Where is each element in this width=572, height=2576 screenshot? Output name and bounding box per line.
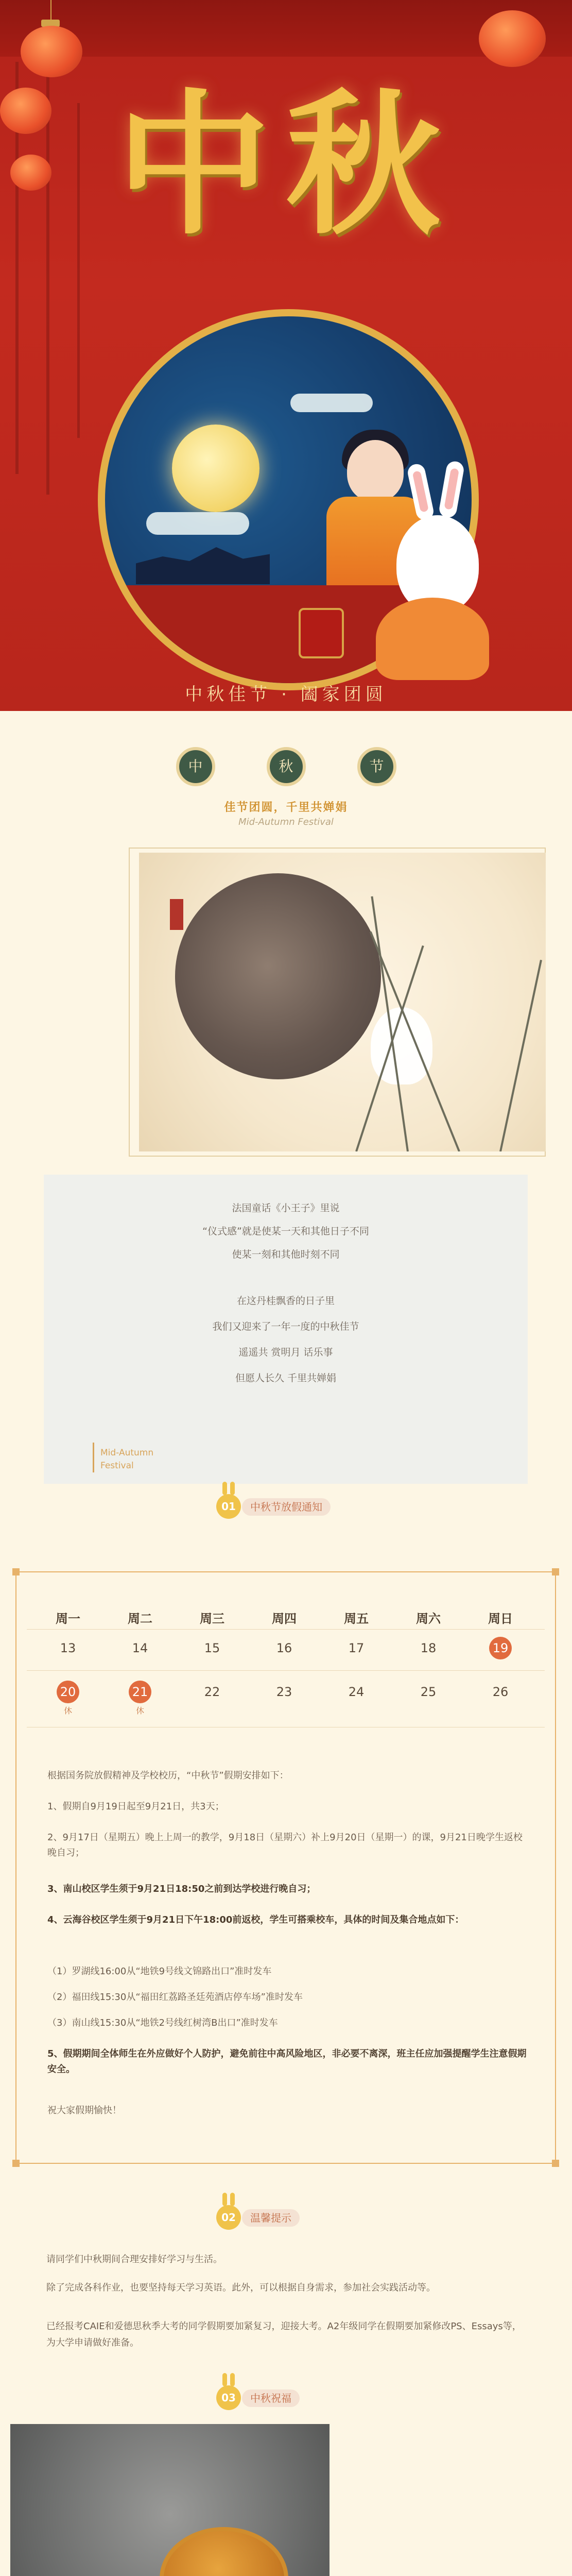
notice-paragraph: 根据国务院放假精神及学校校历，“中秋节”假期安排如下： bbox=[47, 1770, 289, 1781]
date-cell bbox=[395, 1681, 462, 1703]
poem-footer-en: Mid-Autumn bbox=[100, 1448, 154, 1458]
date-number: 22 bbox=[204, 1685, 220, 1699]
date-number-highlight: 21 bbox=[129, 1681, 151, 1703]
date-cell-holiday bbox=[107, 1681, 174, 1716]
date-cell-holiday bbox=[467, 1637, 534, 1659]
section-header-wishes bbox=[0, 2385, 572, 2421]
weekday-thu bbox=[251, 1608, 318, 1626]
seal-stamp bbox=[170, 899, 183, 930]
holiday-tag: 休 bbox=[135, 1706, 144, 1716]
section-title: 温馨提示 bbox=[242, 2209, 300, 2227]
rabbit-ears-icon bbox=[221, 2373, 236, 2386]
rabbit-ears-icon bbox=[221, 1482, 236, 1495]
date-cell bbox=[251, 1681, 318, 1703]
mooncake-photo bbox=[10, 2424, 330, 2576]
date-number: 17 bbox=[348, 1641, 365, 1655]
corner-ornament bbox=[552, 2160, 559, 2167]
lantern-icon bbox=[479, 10, 546, 67]
poem-line: 遥遥共 赏明月 话乐事 bbox=[238, 1347, 333, 1358]
weekday-wed bbox=[179, 1608, 246, 1626]
wishes-section bbox=[0, 2375, 572, 2576]
date-number: 14 bbox=[132, 1641, 148, 1655]
poem-accent-rule bbox=[93, 1443, 94, 1472]
weekday-label: 周日 bbox=[488, 1612, 513, 1626]
circle-badge: 中 bbox=[176, 747, 215, 786]
intro-section bbox=[0, 711, 572, 1175]
weekday-sun bbox=[467, 1608, 534, 1626]
date-cell bbox=[34, 1637, 101, 1659]
date-number: 26 bbox=[492, 1685, 509, 1699]
date-number: 15 bbox=[204, 1641, 220, 1655]
poem-line: 我们又迎来了一年一度的中秋佳节 bbox=[212, 1321, 359, 1332]
poem-line: 法国童话《小王子》里说 bbox=[232, 1202, 340, 1214]
notice-paragraph: （2）福田线15:30从“福田红荔路圣廷苑酒店停车场”准时发车 bbox=[47, 1992, 303, 2003]
lantern-lamp-icon bbox=[299, 608, 344, 658]
weekday-tue bbox=[107, 1608, 174, 1626]
notice-paragraph: 1、假期自9月19日起至9月21日，共3天； bbox=[47, 1801, 224, 1812]
notice-paragraph: 4、云海谷校区学生须于9月21日下午18:00前返校，学生可搭乘校车，具体的时间及集合地点如下： bbox=[47, 1914, 464, 1925]
date-number: 25 bbox=[420, 1685, 437, 1699]
cloud-icon bbox=[146, 512, 249, 535]
intro-tagline: 佳节团圆，千里共婵娟 bbox=[224, 801, 348, 814]
notice-card bbox=[15, 1571, 556, 2164]
palace-silhouette bbox=[136, 538, 270, 584]
notice-paragraph: （1）罗湖线16:00从“地铁9号线文锦路出口”准时发车 bbox=[47, 1966, 272, 1977]
weekday-label: 周五 bbox=[344, 1612, 369, 1626]
poem-card bbox=[44, 1175, 528, 1484]
hero-banner bbox=[0, 0, 572, 711]
date-cell bbox=[395, 1637, 462, 1659]
cloud-icon bbox=[290, 394, 373, 412]
date-cell bbox=[323, 1681, 390, 1703]
rabbit-body bbox=[376, 598, 489, 680]
section-title: 中秋祝福 bbox=[242, 2389, 300, 2407]
holiday-tag: 休 bbox=[63, 1706, 72, 1716]
poem-section bbox=[0, 1175, 572, 1535]
poem-line: 但愿人长久 千里共婵娟 bbox=[235, 1372, 337, 1384]
hero-subtitle: 中秋佳节 · 阖家团圆 bbox=[185, 684, 387, 705]
date-number-highlight: 19 bbox=[489, 1637, 512, 1659]
moon-icon bbox=[175, 873, 381, 1079]
date-number: 18 bbox=[420, 1641, 437, 1655]
moon-rabbit-painting bbox=[139, 853, 546, 1151]
date-number: 23 bbox=[276, 1685, 292, 1699]
circle-badge: 秋 bbox=[267, 747, 306, 786]
section-header-reminder bbox=[0, 2205, 572, 2241]
notice-paragraph: 2、9月17日（星期五）晚上上周一的教学，9月18日（星期六）补上9月20日（星期一）的课，9月21日晚学生返校晚自习； bbox=[47, 1832, 523, 1858]
weekday-label: 周一 bbox=[56, 1612, 80, 1626]
weekday-mon bbox=[34, 1608, 101, 1626]
weekday-label: 周六 bbox=[416, 1612, 441, 1626]
intro-tagline-en: Mid-Autumn Festival bbox=[238, 817, 334, 827]
corner-ornament bbox=[12, 1568, 20, 1575]
reminder-paragraph: 已经报考CAIE和爱德思秋季大考的同学假期要加紧复习，迎接大考。A2年级同学在假期要加紧修改PS、Essays等，为大学申请做好准备。 bbox=[46, 2321, 522, 2348]
date-number-highlight: 20 bbox=[57, 1681, 79, 1703]
poem-line: 使某一刻和其他时刻不同 bbox=[232, 1249, 340, 1260]
reminder-section bbox=[0, 2184, 572, 2375]
holiday-notice-section bbox=[0, 1535, 572, 2184]
hero-title: 中秋 bbox=[116, 74, 456, 256]
section-header-notice bbox=[0, 1494, 572, 1530]
section-title: 中秋节放假通知 bbox=[242, 1498, 331, 1516]
weekday-label: 周二 bbox=[128, 1612, 152, 1626]
girl-figure bbox=[347, 440, 404, 502]
date-cell bbox=[107, 1637, 174, 1659]
mooncake-icon bbox=[160, 2527, 288, 2576]
section-number: 03 bbox=[216, 2385, 241, 2410]
circle-badge: 节 bbox=[357, 747, 396, 786]
date-number: 13 bbox=[60, 1641, 76, 1655]
poem-footer-en: Festival bbox=[100, 1461, 134, 1471]
date-cell bbox=[323, 1637, 390, 1659]
corner-ornament bbox=[552, 1568, 559, 1575]
date-number: 16 bbox=[276, 1641, 292, 1655]
full-moon-icon bbox=[172, 425, 259, 512]
notice-paragraph: 3、南山校区学生须于9月21日18:50之前到达学校进行晚自习； bbox=[47, 1884, 316, 1894]
date-cell-holiday bbox=[34, 1681, 101, 1716]
lantern-string bbox=[50, 0, 51, 21]
rabbit-icon bbox=[371, 1007, 432, 1084]
weekday-sat bbox=[395, 1608, 462, 1626]
grass-stem bbox=[499, 960, 542, 1151]
date-cell bbox=[467, 1681, 534, 1703]
title-circles bbox=[0, 747, 572, 786]
section-number: 02 bbox=[216, 2205, 241, 2230]
weekday-fri bbox=[323, 1608, 390, 1626]
date-number: 24 bbox=[348, 1685, 365, 1699]
section-number: 01 bbox=[216, 1494, 241, 1519]
notice-paragraph: （3）南山线15:30从“地铁2号线红树湾B出口”准时发车 bbox=[47, 2018, 278, 2028]
calendar-divider bbox=[27, 1629, 545, 1630]
notice-paragraph: 5、假期期间全体师生在外应做好个人防护，避免前往中高风险地区，非必要不离深，班主任应加强提醒学生注意假期安全。 bbox=[47, 2048, 527, 2075]
poem-line: 在这丹桂飘香的日子里 bbox=[236, 1295, 335, 1307]
rabbit-ears-icon bbox=[221, 2193, 236, 2206]
weekday-label: 周三 bbox=[200, 1612, 224, 1626]
weekday-label: 周四 bbox=[272, 1612, 297, 1626]
poem-line: “仪式感”就是使某一天和其他日子不同 bbox=[202, 1226, 369, 1237]
notice-closing: 祝大家假期愉快！ bbox=[47, 2105, 122, 2116]
date-cell bbox=[251, 1637, 318, 1659]
lantern-icon bbox=[21, 26, 82, 77]
calendar-divider bbox=[27, 1670, 545, 1671]
corner-ornament bbox=[12, 2160, 20, 2167]
date-cell bbox=[179, 1637, 246, 1659]
reminder-paragraph: 请同学们中秋期间合理安排好学习与生活。 bbox=[46, 2254, 222, 2265]
reminder-paragraph: 除了完成各科作业，也要坚持每天学习英语。此外，可以根据自身需求，参加社会实践活动等。 bbox=[46, 2282, 436, 2293]
date-cell bbox=[179, 1681, 246, 1703]
